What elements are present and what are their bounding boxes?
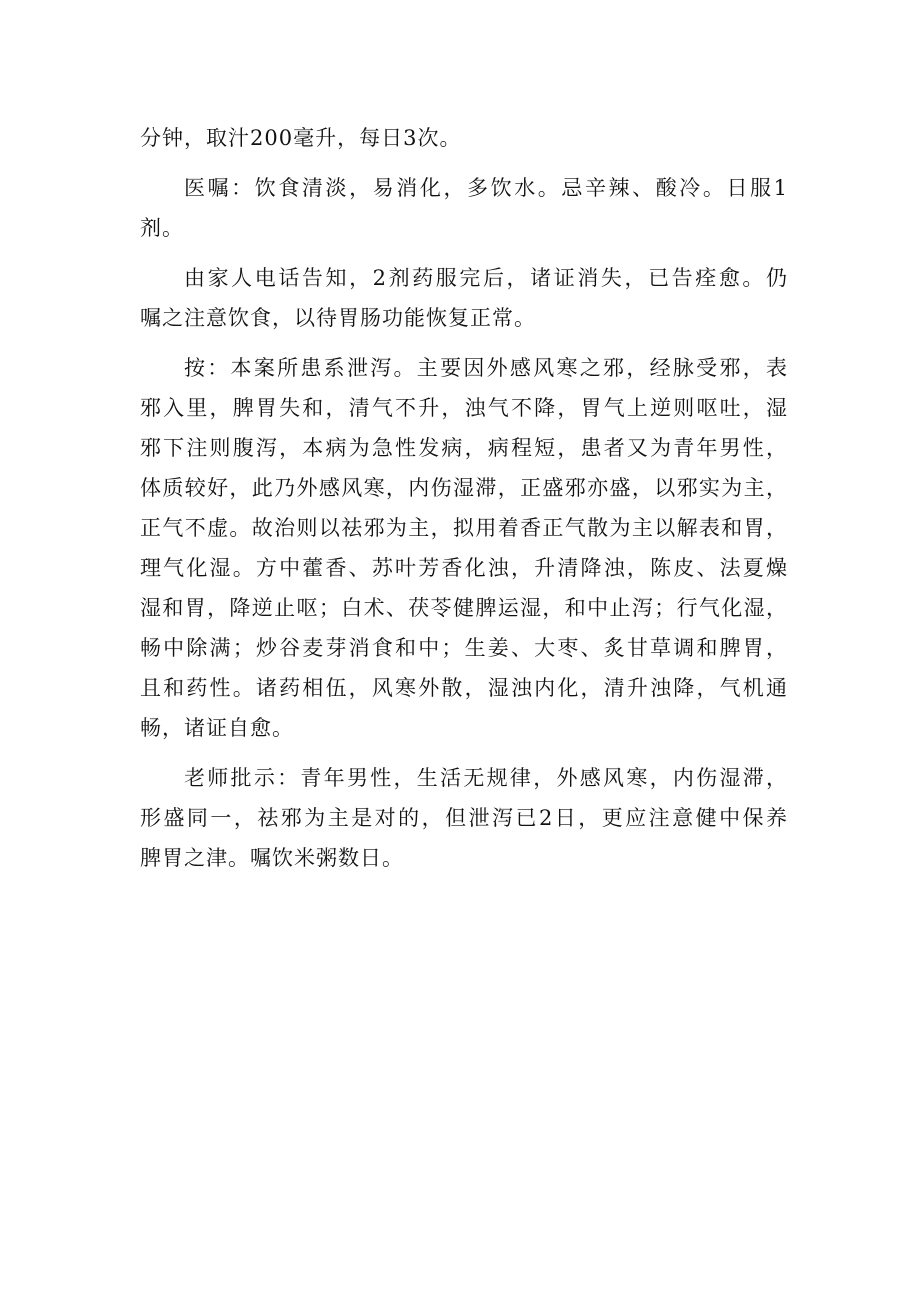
paragraph-follow-up — [140, 258, 788, 338]
text-line: 且和药性。诸药相伍，风寒外散，湿浊内化，清升浊降，气机通 — [140, 676, 788, 700]
text-line: 湿和胃，降逆止呕；白术、茯苓健脾运湿，和中止泻；行气化湿， — [140, 596, 788, 620]
text-line: 医嘱：饮食清淡，易消化，多饮水。忌辛辣、酸冷。日服1 — [184, 176, 788, 200]
paragraph-teacher-comment — [140, 758, 788, 878]
text-line: 正气不虚。故治则以祛邪为主，拟用着香正气散为主以解表和胃， — [140, 516, 788, 540]
text-line: 邪入里，脾胃失和，清气不升，浊气不降，胃气上逆则呕吐，湿 — [140, 396, 788, 420]
text-line: 由家人电话告知，2剂药服完后，诸证消失，已告痊愈。仍 — [184, 266, 788, 290]
text-line: 嘱之注意饮食，以待胃肠功能恢复正常。 — [140, 306, 536, 330]
text-line: 脾胃之津。嘱饮米粥数日。 — [140, 846, 404, 870]
paragraph-decoction-instructions — [140, 118, 788, 158]
text-line: 分钟，取汁200毫升，每日3次。 — [140, 126, 462, 150]
paragraph-medical-advice — [140, 168, 788, 248]
paragraph-case-analysis — [140, 348, 788, 748]
document-body — [140, 118, 788, 878]
text-line: 理气化湿。方中藿香、苏叶芳香化浊，升清降浊，陈皮、法夏燥 — [140, 556, 788, 580]
text-line: 形盛同一，祛邪为主是对的，但泄泻已2日，更应注意健中保养 — [140, 806, 788, 830]
text-line: 畅，诸证自愈。 — [140, 716, 294, 740]
text-line: 老师批示：青年男性，生活无规律，外感风寒，内伤湿滞， — [184, 766, 788, 790]
text-line: 按：本案所患系泄泻。主要因外感风寒之邪，经脉受邪，表 — [184, 356, 788, 380]
text-line: 畅中除满；炒谷麦芽消食和中；生姜、大枣、炙甘草调和脾胃， — [140, 636, 788, 660]
text-line: 体质较好，此乃外感风寒，内伤湿滞，正盛邪亦盛，以邪实为主， — [140, 476, 788, 500]
text-line: 剂。 — [140, 216, 184, 240]
text-line: 邪下注则腹泻，本病为急性发病，病程短，患者又为青年男性， — [140, 436, 788, 460]
